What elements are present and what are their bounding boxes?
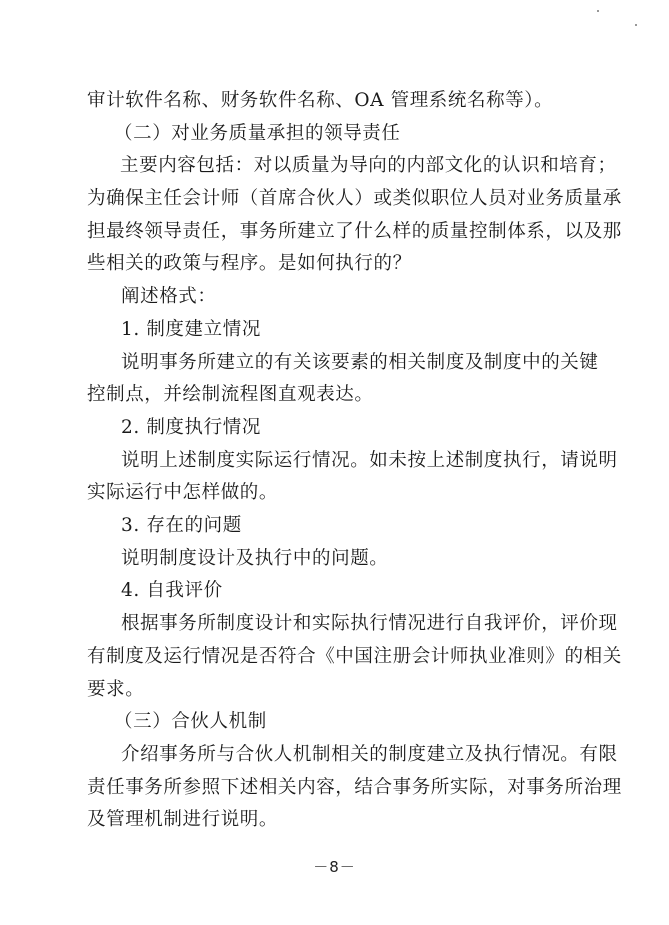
body-line: 主要内容包括：对以质量为导向的内部文化的认识和培育； [120, 155, 617, 176]
body-line: 些相关的政策与程序。是如何执行的？ [87, 253, 412, 274]
body-line: 要求。 [87, 679, 145, 700]
body-line: 为确保主任会计师（首席合伙人）或类似职位人员对业务质量承 [87, 188, 622, 209]
page-number: －8－ [313, 858, 356, 876]
section-heading: （二）对业务质量承担的领导责任 [114, 123, 401, 144]
body-line: 介绍事务所与合伙人机制相关的制度建立及执行情况。有限 [121, 744, 618, 765]
body-line: 阐述格式： [121, 286, 217, 307]
list-heading: 2. 制度执行情况 [121, 417, 261, 438]
section-heading: （三）合伙人机制 [114, 711, 267, 732]
body-line: 责任事务所参照下述相关内容，结合事务所实际，对事务所治理 [87, 777, 622, 798]
body-line: 控制点，并绘制流程图直观表达。 [87, 384, 374, 405]
body-line: 有制度及运行情况是否符合《中国注册会计师执业准则》的相关 [87, 646, 622, 667]
list-heading: 3. 存在的问题 [121, 515, 242, 536]
body-line: 根据事务所制度设计和实际执行情况进行自我评价，评价现 [121, 613, 618, 634]
body-line: 说明制度设计及执行中的问题。 [121, 548, 389, 569]
list-heading: 1. 制度建立情况 [121, 319, 261, 340]
scan-speck [597, 10, 599, 12]
body-line: 及管理机制进行说明。 [87, 809, 279, 830]
scan-speck [635, 24, 637, 26]
body-line: 说明事务所建立的有关该要素的相关制度及制度中的关键 [121, 352, 599, 373]
body-line: 担最终领导责任，事务所建立了什么样的质量控制体系，以及那 [87, 221, 622, 242]
list-heading: 4. 自我评价 [121, 580, 223, 601]
body-line: 实际运行中怎样做的。 [87, 482, 279, 503]
body-line: 审计软件名称、财务软件名称、OA 管理系统名称等）。 [87, 90, 554, 111]
body-line: 说明上述制度实际运行情况。如未按上述制度执行，请说明 [121, 450, 618, 471]
